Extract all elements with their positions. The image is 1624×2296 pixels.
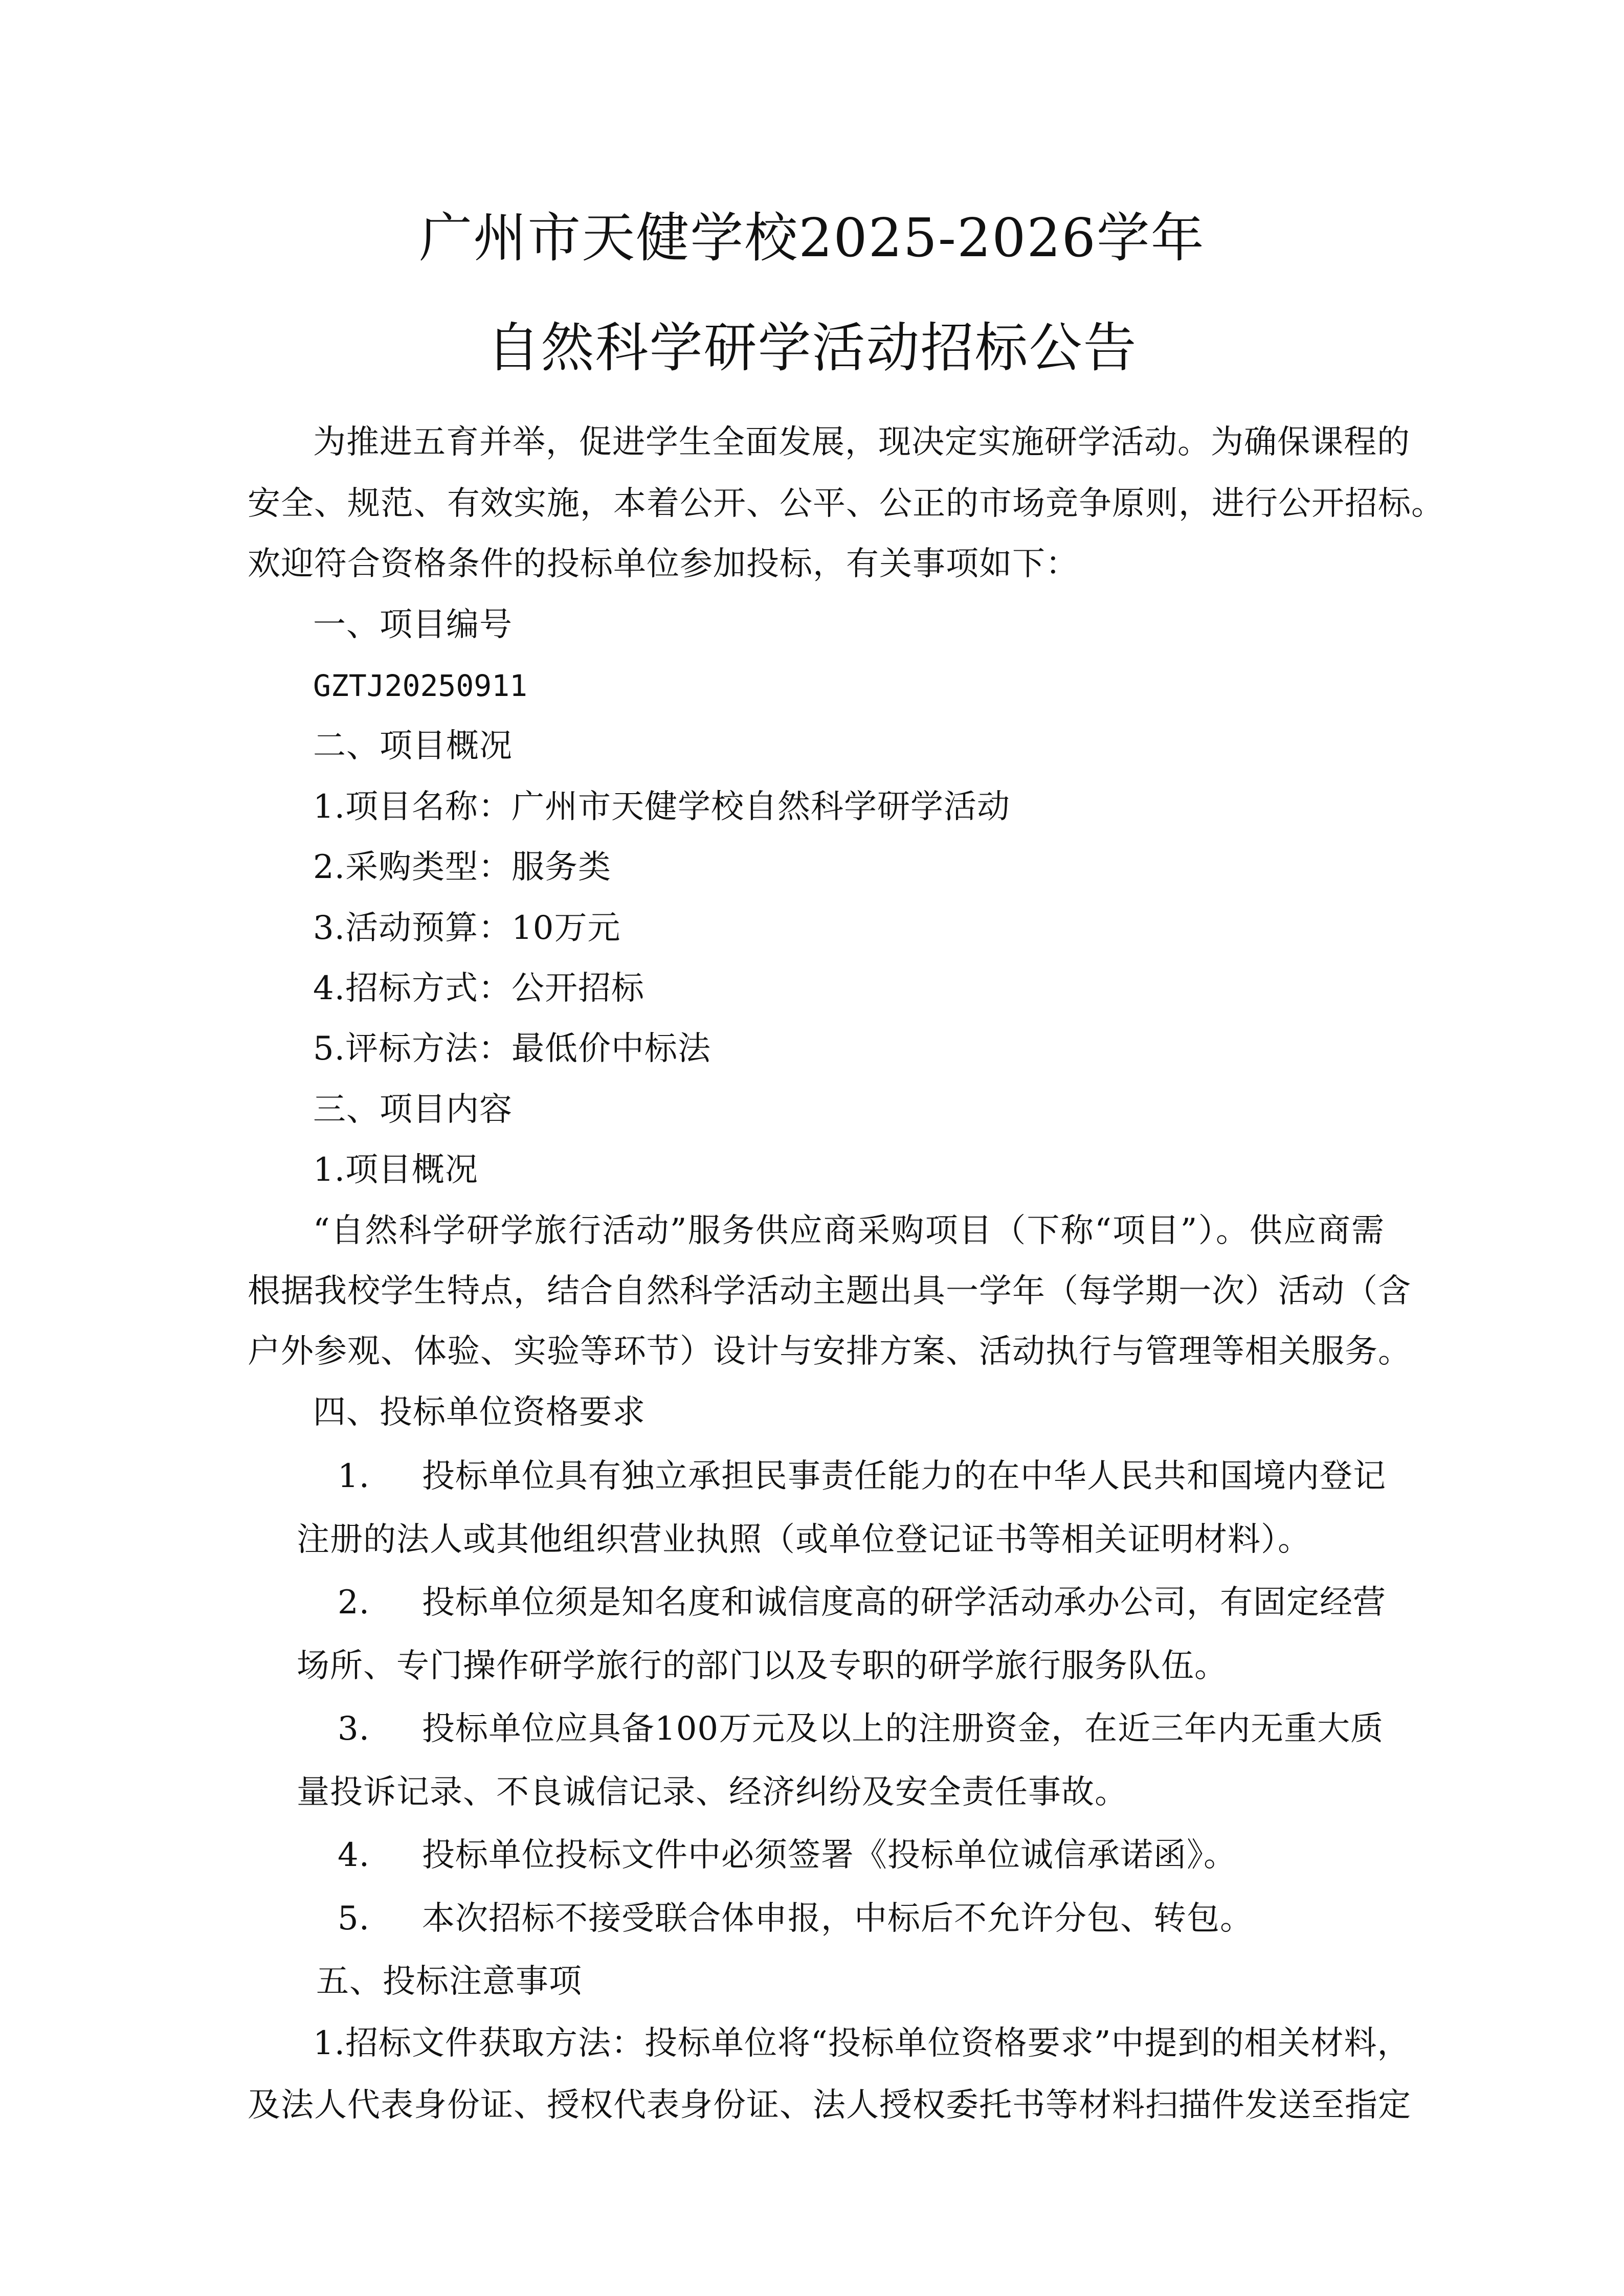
notice-line-1: 1.招标文件获取方法：投标单位将“投标单位资格要求”中提到的相关材料，: [313, 2024, 1411, 2062]
document-title-line-1: 广州市天健学校2025-2026学年: [419, 207, 1205, 269]
overview-item-method: 4.招标方式：公开招标: [313, 970, 645, 1007]
overview-item-evaluation: 5.评标方法：最低价中标法: [313, 1030, 711, 1068]
overview-item-type: 2.采购类型：服务类: [313, 848, 612, 886]
intro-line-2: 安全、规范、有效实施，本着公开、公平、公正的市场竞争原则，进行公开招标。: [248, 485, 1444, 523]
project-code: GZTJ20250911: [313, 668, 528, 703]
intro-line-3: 欢迎符合资格条件的投标单位参加投标，有关事项如下：: [248, 545, 1079, 583]
content-line-1: “自然科学研学旅行活动”服务供应商采购项目（下称“项目”）。供应商需: [313, 1212, 1385, 1250]
requirement-1-number: 1.: [338, 1457, 370, 1495]
requirement-3-line-2: 量投诉记录、不良诚信记录、经济纠纷及安全责任事故。: [297, 1773, 1128, 1811]
requirement-2-line-2: 场所、专门操作研学旅行的部门以及专职的研学旅行服务队伍。: [297, 1647, 1228, 1685]
section-4-heading: 四、投标单位资格要求: [313, 1393, 646, 1431]
section-3-subheading: 1.项目概况: [313, 1151, 479, 1189]
content-line-2: 根据我校学生特点，结合自然科学活动主题出具一学年（每学期一次）活动（含: [248, 1272, 1411, 1310]
section-5-heading: 五、投标注意事项: [316, 1963, 582, 2000]
section-2-heading: 二、项目概况: [313, 727, 513, 765]
requirement-5-text: 本次招标不接受联合体申报，中标后不允许分包、转包。: [422, 1900, 1253, 1938]
notice-line-2: 及法人代表身份证、授权代表身份证、法人授权委托书等材料扫描件发送至指定: [248, 2086, 1411, 2124]
requirement-3-number: 3.: [338, 1710, 370, 1748]
requirement-5-line-1: [338, 1896, 1253, 1942]
requirement-1-line-1: [338, 1453, 1386, 1499]
intro-line-1: 为推进五育并举，促进学生全面发展，现决定实施研学活动。为确保课程的: [313, 423, 1410, 461]
requirement-3-line-1: [338, 1706, 1384, 1752]
requirement-1-line-2: 注册的法人或其他组织营业执照（或单位登记证书等相关证明材料）。: [297, 1521, 1311, 1559]
requirement-4-line-1: [338, 1832, 1237, 1878]
document-title-line-2: 自然科学研学活动招标公告: [486, 317, 1138, 379]
requirement-4-number: 4.: [338, 1836, 370, 1874]
overview-item-name: 1.项目名称：广州市天健学校自然科学研学活动: [313, 788, 1011, 826]
requirement-2-number: 2.: [338, 1584, 370, 1622]
section-3-heading: 三、项目内容: [313, 1091, 513, 1129]
content-line-3: 户外参观、体验、实验等环节）设计与安排方案、活动执行与管理等相关服务。: [248, 1333, 1411, 1370]
requirement-2-line-1: [338, 1580, 1386, 1626]
requirement-2-text: 投标单位须是知名度和诚信度高的研学活动承办公司，有固定经营: [422, 1584, 1386, 1622]
section-1-heading: 一、项目编号: [313, 606, 513, 644]
overview-item-budget: 3.活动预算：10万元: [313, 909, 621, 947]
requirement-5-number: 5.: [338, 1900, 370, 1938]
requirement-1-text: 投标单位具有独立承担民事责任能力的在中华人民共和国境内登记: [422, 1457, 1386, 1495]
requirement-4-text: 投标单位投标文件中必须签署《投标单位诚信承诺函》。: [422, 1836, 1237, 1874]
requirement-3-text: 投标单位应具备100万元及以上的注册资金，在近三年内无重大质: [422, 1710, 1384, 1748]
